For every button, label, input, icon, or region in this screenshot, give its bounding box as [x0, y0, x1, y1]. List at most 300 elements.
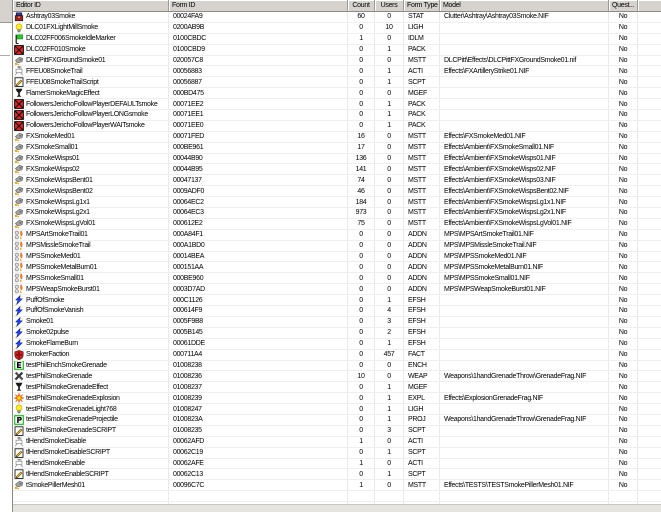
cell-form-id	[169, 491, 348, 501]
cell-editor-id	[13, 480, 169, 490]
cell-editor-id	[13, 252, 169, 262]
cell-model: Effects\Ambient\FXSmokeWisps03.NIF	[440, 175, 609, 185]
script-icon	[14, 469, 24, 479]
cell-editor-id	[13, 143, 169, 153]
table-row[interactable]	[13, 273, 661, 284]
table-row[interactable]	[13, 448, 661, 459]
cell-quest: No	[609, 88, 638, 98]
column-header-quest[interactable]: Quest...	[609, 0, 638, 11]
editor-id-text: DLCPittFXGroundSmoke01	[26, 57, 106, 64]
cell-count: 0	[348, 306, 375, 316]
column-header-count[interactable]: Count	[348, 0, 375, 11]
table-row[interactable]	[13, 459, 661, 470]
table-row[interactable]	[13, 175, 661, 186]
cell-form-id: 00071EE0	[169, 121, 348, 131]
magic-effect-icon	[14, 382, 24, 392]
moveable-static-icon	[14, 154, 24, 164]
table-row[interactable]	[13, 241, 661, 252]
cell-filler	[638, 110, 661, 120]
editor-id-text: tlHendSmokeEnable	[26, 459, 85, 467]
cell-editor-id	[13, 328, 169, 338]
cell-editor-id	[13, 448, 169, 458]
tree-item-divider	[0, 55, 10, 56]
cell-count: 0	[348, 66, 375, 76]
editor-id-text: FXSmokeWisps01	[26, 155, 80, 163]
table-row[interactable]	[13, 480, 661, 491]
script-icon	[14, 448, 24, 458]
cell-form-type: STAT	[404, 12, 440, 22]
cell-count: 0	[348, 284, 375, 294]
cell-quest: No	[609, 262, 638, 272]
editor-id-text: Ashtray03Smoke	[26, 13, 76, 21]
moveable-static-icon	[14, 56, 24, 66]
cell-quest: No	[609, 448, 638, 458]
cell-model	[440, 88, 609, 98]
column-header-users[interactable]: Users	[375, 0, 404, 11]
table-row[interactable]	[13, 99, 661, 110]
table-row[interactable]	[13, 208, 661, 219]
table-row[interactable]	[13, 66, 661, 77]
cell-form-id: 00071EE1	[169, 110, 348, 120]
cell-users: 0	[375, 437, 404, 447]
table-row[interactable]	[13, 164, 661, 175]
table-row[interactable]	[13, 197, 661, 208]
cell-filler	[638, 415, 661, 425]
cell-count: 0	[348, 393, 375, 403]
cell-quest: No	[609, 317, 638, 327]
cell-editor-id	[13, 241, 169, 251]
moveable-static-icon	[14, 219, 24, 229]
table-row	[13, 491, 661, 502]
cell-editor-id	[13, 132, 169, 142]
cell-quest: No	[609, 459, 638, 469]
static-icon	[14, 12, 24, 22]
cell-users: 1	[375, 77, 404, 87]
editor-id-text: FXSmokeWispsLg1x1	[26, 198, 90, 206]
cell-users: 0	[375, 459, 404, 469]
editor-id-text: FollowersJerichoFollowPlayerWAITsmoke	[26, 122, 145, 130]
activator-icon	[14, 437, 24, 447]
cell-quest: No	[609, 110, 638, 120]
editor-id-text: MPSMissleSmokeTrail	[26, 242, 91, 250]
cell-form-id: 000612E2	[169, 219, 348, 229]
editor-id-text: testPhilSmokeGrenadeSCRIPT	[26, 427, 116, 435]
editor-id-text: tlHendSmokeDisable	[26, 438, 86, 446]
cell-editor-id	[13, 273, 169, 283]
cell-form-type: SCPT	[404, 426, 440, 436]
cell-editor-id	[13, 350, 169, 360]
cell-form-type: MGEF	[404, 88, 440, 98]
cell-count: 0	[348, 77, 375, 87]
cell-users: 0	[375, 154, 404, 164]
cell-form-id: 01008236	[169, 371, 348, 381]
cell-form-type: ACTI	[404, 459, 440, 469]
moveable-static-icon	[14, 175, 24, 185]
cell-form-type: IDLM	[404, 34, 440, 44]
cell-count: 0	[348, 404, 375, 414]
cell-filler	[638, 491, 661, 501]
cell-users: 0	[375, 12, 404, 22]
cell-quest: No	[609, 241, 638, 251]
column-header-model[interactable]: Model	[440, 0, 609, 11]
cell-count: 16	[348, 132, 375, 142]
cell-filler	[638, 371, 661, 381]
cell-form-id: 00062C19	[169, 448, 348, 458]
cell-form-id: 0003D7AD	[169, 284, 348, 294]
cell-count: 973	[348, 208, 375, 218]
cell-form-id: 000151AA	[169, 262, 348, 272]
cell-form-type: ADDN	[404, 273, 440, 283]
cell-editor-id	[13, 371, 169, 381]
cell-users: 0	[375, 241, 404, 251]
cell-editor-id	[13, 361, 169, 371]
editor-id-text: tlHendSmokeDisableSCRIPT	[26, 449, 110, 457]
editor-id-text: MPSSmokeSmall01	[26, 274, 84, 282]
table-row[interactable]	[13, 328, 661, 339]
cell-form-id: 00064EC2	[169, 197, 348, 207]
table-row[interactable]	[13, 361, 661, 372]
cell-filler	[638, 99, 661, 109]
cell-count: 0	[348, 350, 375, 360]
cell-count: 0	[348, 262, 375, 272]
editor-id-text: MPSArtSmokeTrail01	[26, 231, 88, 239]
cell-editor-id	[13, 77, 169, 87]
cell-model: Weapons\1handGrenadeThrow\GrenadeFrag.NIF	[440, 415, 609, 425]
cell-quest: No	[609, 208, 638, 218]
table-row[interactable]	[13, 45, 661, 56]
cell-model: Effects\Ambient\FXSmokeWisps01.NIF	[440, 154, 609, 164]
cell-filler	[638, 186, 661, 196]
table-row[interactable]	[13, 77, 661, 88]
cell-form-type: EFSH	[404, 306, 440, 316]
cell-form-type: WEAP	[404, 371, 440, 381]
package-icon	[14, 45, 24, 55]
editor-id-text: DLC02FF010Smoke	[26, 46, 86, 54]
cell-model: Clutter\Ashtray\Ashtray03Smoke.NIF	[440, 12, 609, 22]
cell-form-id: 000A1BD0	[169, 241, 348, 251]
cell-filler	[638, 66, 661, 76]
table-row[interactable]	[13, 350, 661, 361]
script-icon	[14, 426, 24, 436]
cell-quest: No	[609, 273, 638, 283]
cell-count: 0	[348, 448, 375, 458]
bottom-edge	[13, 504, 661, 512]
table-row[interactable]	[13, 219, 661, 230]
cell-editor-id	[13, 56, 169, 66]
cell-form-id: 01008247	[169, 404, 348, 414]
cell-filler	[638, 23, 661, 33]
table-row[interactable]	[13, 262, 661, 273]
editor-id-text: DLC01FXLightMillSmoke	[26, 24, 98, 32]
cell-editor-id	[13, 154, 169, 164]
cell-form-id: 000BE960	[169, 273, 348, 283]
cell-filler	[638, 262, 661, 272]
cell-count: 0	[348, 56, 375, 66]
cell-model	[440, 317, 609, 327]
table-row[interactable]	[13, 371, 661, 382]
cell-form-type: MSTT	[404, 197, 440, 207]
table-row[interactable]	[13, 437, 661, 448]
cell-form-type: FACT	[404, 350, 440, 360]
column-header-form-type[interactable]: Form Type	[404, 0, 440, 11]
moveable-static-icon	[14, 164, 24, 174]
cell-form-type: ADDN	[404, 262, 440, 272]
cell-editor-id	[13, 208, 169, 218]
cell-model: MPS\MPSArtSmokeTrail01.NIF	[440, 230, 609, 240]
cell-quest: No	[609, 34, 638, 44]
cell-model: Effects\Ambient\FXSmokeWisps02.NIF	[440, 164, 609, 174]
column-header-filler	[638, 0, 661, 11]
editor-id-text: DLC02FF006SmokeIdleMarker	[26, 35, 116, 43]
cell-editor-id	[13, 469, 169, 479]
editor-id-text: FXSmokeWispsBent02	[26, 187, 93, 195]
cell-users: 0	[375, 56, 404, 66]
moveable-static-icon	[14, 186, 24, 196]
cell-form-id: 00044B90	[169, 154, 348, 164]
table-row[interactable]	[13, 121, 661, 132]
cell-form-type: ADDN	[404, 284, 440, 294]
cell-count: 1	[348, 459, 375, 469]
cell-editor-id	[13, 404, 169, 414]
cell-form-type: ADDN	[404, 230, 440, 240]
cell-editor-id	[13, 262, 169, 272]
cell-model	[440, 459, 609, 469]
cell-users: 0	[375, 284, 404, 294]
table-row[interactable]	[13, 143, 661, 154]
cell-count: 60	[348, 12, 375, 22]
table-row[interactable]	[13, 317, 661, 328]
cell-count	[348, 491, 375, 501]
light-icon	[14, 23, 24, 33]
cell-model	[440, 469, 609, 479]
cell-quest: No	[609, 12, 638, 22]
editor-id-text: FFEU08SmokeTrailScript	[26, 78, 99, 86]
cell-form-type: ENCH	[404, 361, 440, 371]
cell-users: 1	[375, 99, 404, 109]
cell-model	[440, 404, 609, 414]
editor-id-text: Smoke01	[26, 318, 54, 326]
cell-count: 0	[348, 45, 375, 55]
table-row[interactable]	[13, 252, 661, 263]
table-row[interactable]	[13, 56, 661, 67]
editor-id-text: FollowersJerichoFollowPlayerDEFAULTsmoke	[26, 100, 158, 108]
column-header-form-id[interactable]: Form ID	[169, 0, 348, 11]
table-row[interactable]	[13, 154, 661, 165]
editor-id-text: tlHendSmokeEnableSCRIPT	[26, 470, 109, 478]
column-header-editor-id[interactable]: Editor ID	[13, 0, 169, 11]
editor-id-text: testPhilSmokeGrenadeExplosion	[26, 394, 120, 402]
cell-form-type: EFSH	[404, 328, 440, 338]
cell-model: MPS\MPSSmokeMed01.NIF	[440, 252, 609, 262]
table-row[interactable]	[13, 469, 661, 480]
cell-count: 0	[348, 241, 375, 251]
cell-form-type: MSTT	[404, 219, 440, 229]
cell-users: 1	[375, 295, 404, 305]
cell-form-id: 00062AFE	[169, 459, 348, 469]
cell-form-id: 00044B95	[169, 164, 348, 174]
cell-form-id: 00096C7C	[169, 480, 348, 490]
cell-count: 0	[348, 415, 375, 425]
cell-filler	[638, 295, 661, 305]
moveable-static-icon	[14, 143, 24, 153]
cell-form-id: 00024FA9	[169, 12, 348, 22]
cell-quest: No	[609, 23, 638, 33]
cell-editor-id	[13, 121, 169, 131]
tree-panel-top	[0, 0, 12, 23]
cell-quest: No	[609, 154, 638, 164]
cell-filler	[638, 469, 661, 479]
table-row[interactable]	[13, 132, 661, 143]
cell-users: 0	[375, 208, 404, 218]
cell-filler	[638, 339, 661, 349]
cell-quest: No	[609, 404, 638, 414]
cell-form-id: 0100CBD9	[169, 45, 348, 55]
table-row[interactable]	[13, 230, 661, 241]
cell-form-id: 00062C13	[169, 469, 348, 479]
cell-quest: No	[609, 175, 638, 185]
cell-form-type: ACTI	[404, 66, 440, 76]
cell-quest: No	[609, 121, 638, 131]
cell-users: 0	[375, 219, 404, 229]
table-row[interactable]	[13, 284, 661, 295]
table-row[interactable]	[13, 426, 661, 437]
addon-node-icon	[14, 284, 24, 294]
cell-filler	[638, 382, 661, 392]
cell-editor-id	[13, 12, 169, 22]
cell-filler	[638, 219, 661, 229]
cell-form-id: 00014BEA	[169, 252, 348, 262]
cell-model: MPS\MPSMissleSmokeTrail.NIF	[440, 241, 609, 251]
cell-count: 0	[348, 252, 375, 262]
cell-quest: No	[609, 415, 638, 425]
effect-shader-icon	[14, 295, 24, 305]
cell-filler	[638, 252, 661, 262]
cell-form-id: 0005B145	[169, 328, 348, 338]
cell-model: Effects\FXArtilleryStrike01.NIF	[440, 66, 609, 76]
cell-form-id: 00047137	[169, 175, 348, 185]
cell-form-type: EFSH	[404, 317, 440, 327]
cell-users: 0	[375, 132, 404, 142]
cell-editor-id	[13, 459, 169, 469]
cell-form-type: SCPT	[404, 77, 440, 87]
package-icon	[14, 121, 24, 131]
cell-model: MPS\MPSSmokeMetalBurn01.NIF	[440, 262, 609, 272]
cell-filler	[638, 241, 661, 251]
editor-id-text: testPhilSmokeGrenade	[26, 372, 92, 380]
table-row[interactable]	[13, 186, 661, 197]
cell-editor-id	[13, 230, 169, 240]
editor-id-text: MPSSmokeMetalBurn01	[26, 263, 97, 271]
cell-model: MPS\MPSWeapSmokeBurst01.NIF	[440, 284, 609, 294]
table-row[interactable]	[13, 23, 661, 34]
cell-quest: No	[609, 77, 638, 87]
cell-filler	[638, 350, 661, 360]
cell-users: 1	[375, 110, 404, 120]
cell-form-type: SCPT	[404, 448, 440, 458]
table-row[interactable]	[13, 382, 661, 393]
cell-form-id: 00062AFD	[169, 437, 348, 447]
cell-model	[440, 77, 609, 87]
table-row[interactable]	[13, 393, 661, 404]
cell-quest: No	[609, 480, 638, 490]
cell-editor-id	[13, 66, 169, 76]
editor-id-text: tSmokePillerMesh01	[26, 481, 85, 489]
cell-form-id: 000711A4	[169, 350, 348, 360]
table-row[interactable]	[13, 88, 661, 99]
editor-id-text: PuffOfSmokeVanish	[26, 307, 84, 315]
cell-users: 1	[375, 121, 404, 131]
tree-panel-sliver	[0, 0, 13, 512]
effect-shader-icon	[14, 317, 24, 327]
cell-filler	[638, 12, 661, 22]
table-row[interactable]	[13, 339, 661, 350]
cell-form-id: 01008237	[169, 382, 348, 392]
effect-shader-icon	[14, 328, 24, 338]
table-row[interactable]	[13, 306, 661, 317]
cell-editor-id	[13, 88, 169, 98]
cell-filler	[638, 437, 661, 447]
cell-editor-id	[13, 382, 169, 392]
editor-id-text: FXSmokeWispsLgVol01	[26, 220, 96, 228]
cell-users: 0	[375, 143, 404, 153]
cell-users: 3	[375, 426, 404, 436]
cell-form-type: MSTT	[404, 143, 440, 153]
editor-id-text: testPhilEnchSmokeGrenade	[26, 361, 107, 369]
table-row[interactable]	[13, 295, 661, 306]
cell-quest: No	[609, 469, 638, 479]
cell-filler	[638, 45, 661, 55]
cell-model	[440, 99, 609, 109]
cell-form-type: ADDN	[404, 252, 440, 262]
cell-model: Effects\TESTS\TESTSmokePillerMesh01.NIF	[440, 480, 609, 490]
cell-count: 75	[348, 219, 375, 229]
cell-users: 0	[375, 186, 404, 196]
cell-editor-id	[13, 295, 169, 305]
cell-editor-id	[13, 284, 169, 294]
cell-count: 0	[348, 273, 375, 283]
cell-form-type: MSTT	[404, 208, 440, 218]
cell-count: 184	[348, 197, 375, 207]
moveable-static-icon	[14, 132, 24, 142]
cell-model	[440, 45, 609, 55]
table-row[interactable]	[13, 415, 661, 426]
cell-model: Effects\Ambient\FXSmokeWispsLg2x1.NIF	[440, 208, 609, 218]
cell-users: 0	[375, 88, 404, 98]
cell-model	[440, 328, 609, 338]
editor-id-text: FFEU08SmokeTrail	[26, 67, 83, 75]
cell-users: 0	[375, 34, 404, 44]
cell-filler	[638, 88, 661, 98]
table-row[interactable]	[13, 34, 661, 45]
cell-model	[440, 306, 609, 316]
table-row[interactable]	[13, 12, 661, 23]
object-list	[13, 0, 661, 512]
cell-quest: No	[609, 99, 638, 109]
activator-icon	[14, 459, 24, 469]
table-row[interactable]	[13, 110, 661, 121]
cell-model	[440, 295, 609, 305]
cell-quest: No	[609, 186, 638, 196]
cell-editor-id	[13, 99, 169, 109]
cell-form-id: 000A84F1	[169, 230, 348, 240]
addon-node-icon	[14, 262, 24, 272]
cell-editor-id	[13, 45, 169, 55]
cell-users: 0	[375, 262, 404, 272]
cell-form-type: MSTT	[404, 132, 440, 142]
cell-count: 0	[348, 339, 375, 349]
cell-users: 1	[375, 469, 404, 479]
table-row[interactable]	[13, 404, 661, 415]
